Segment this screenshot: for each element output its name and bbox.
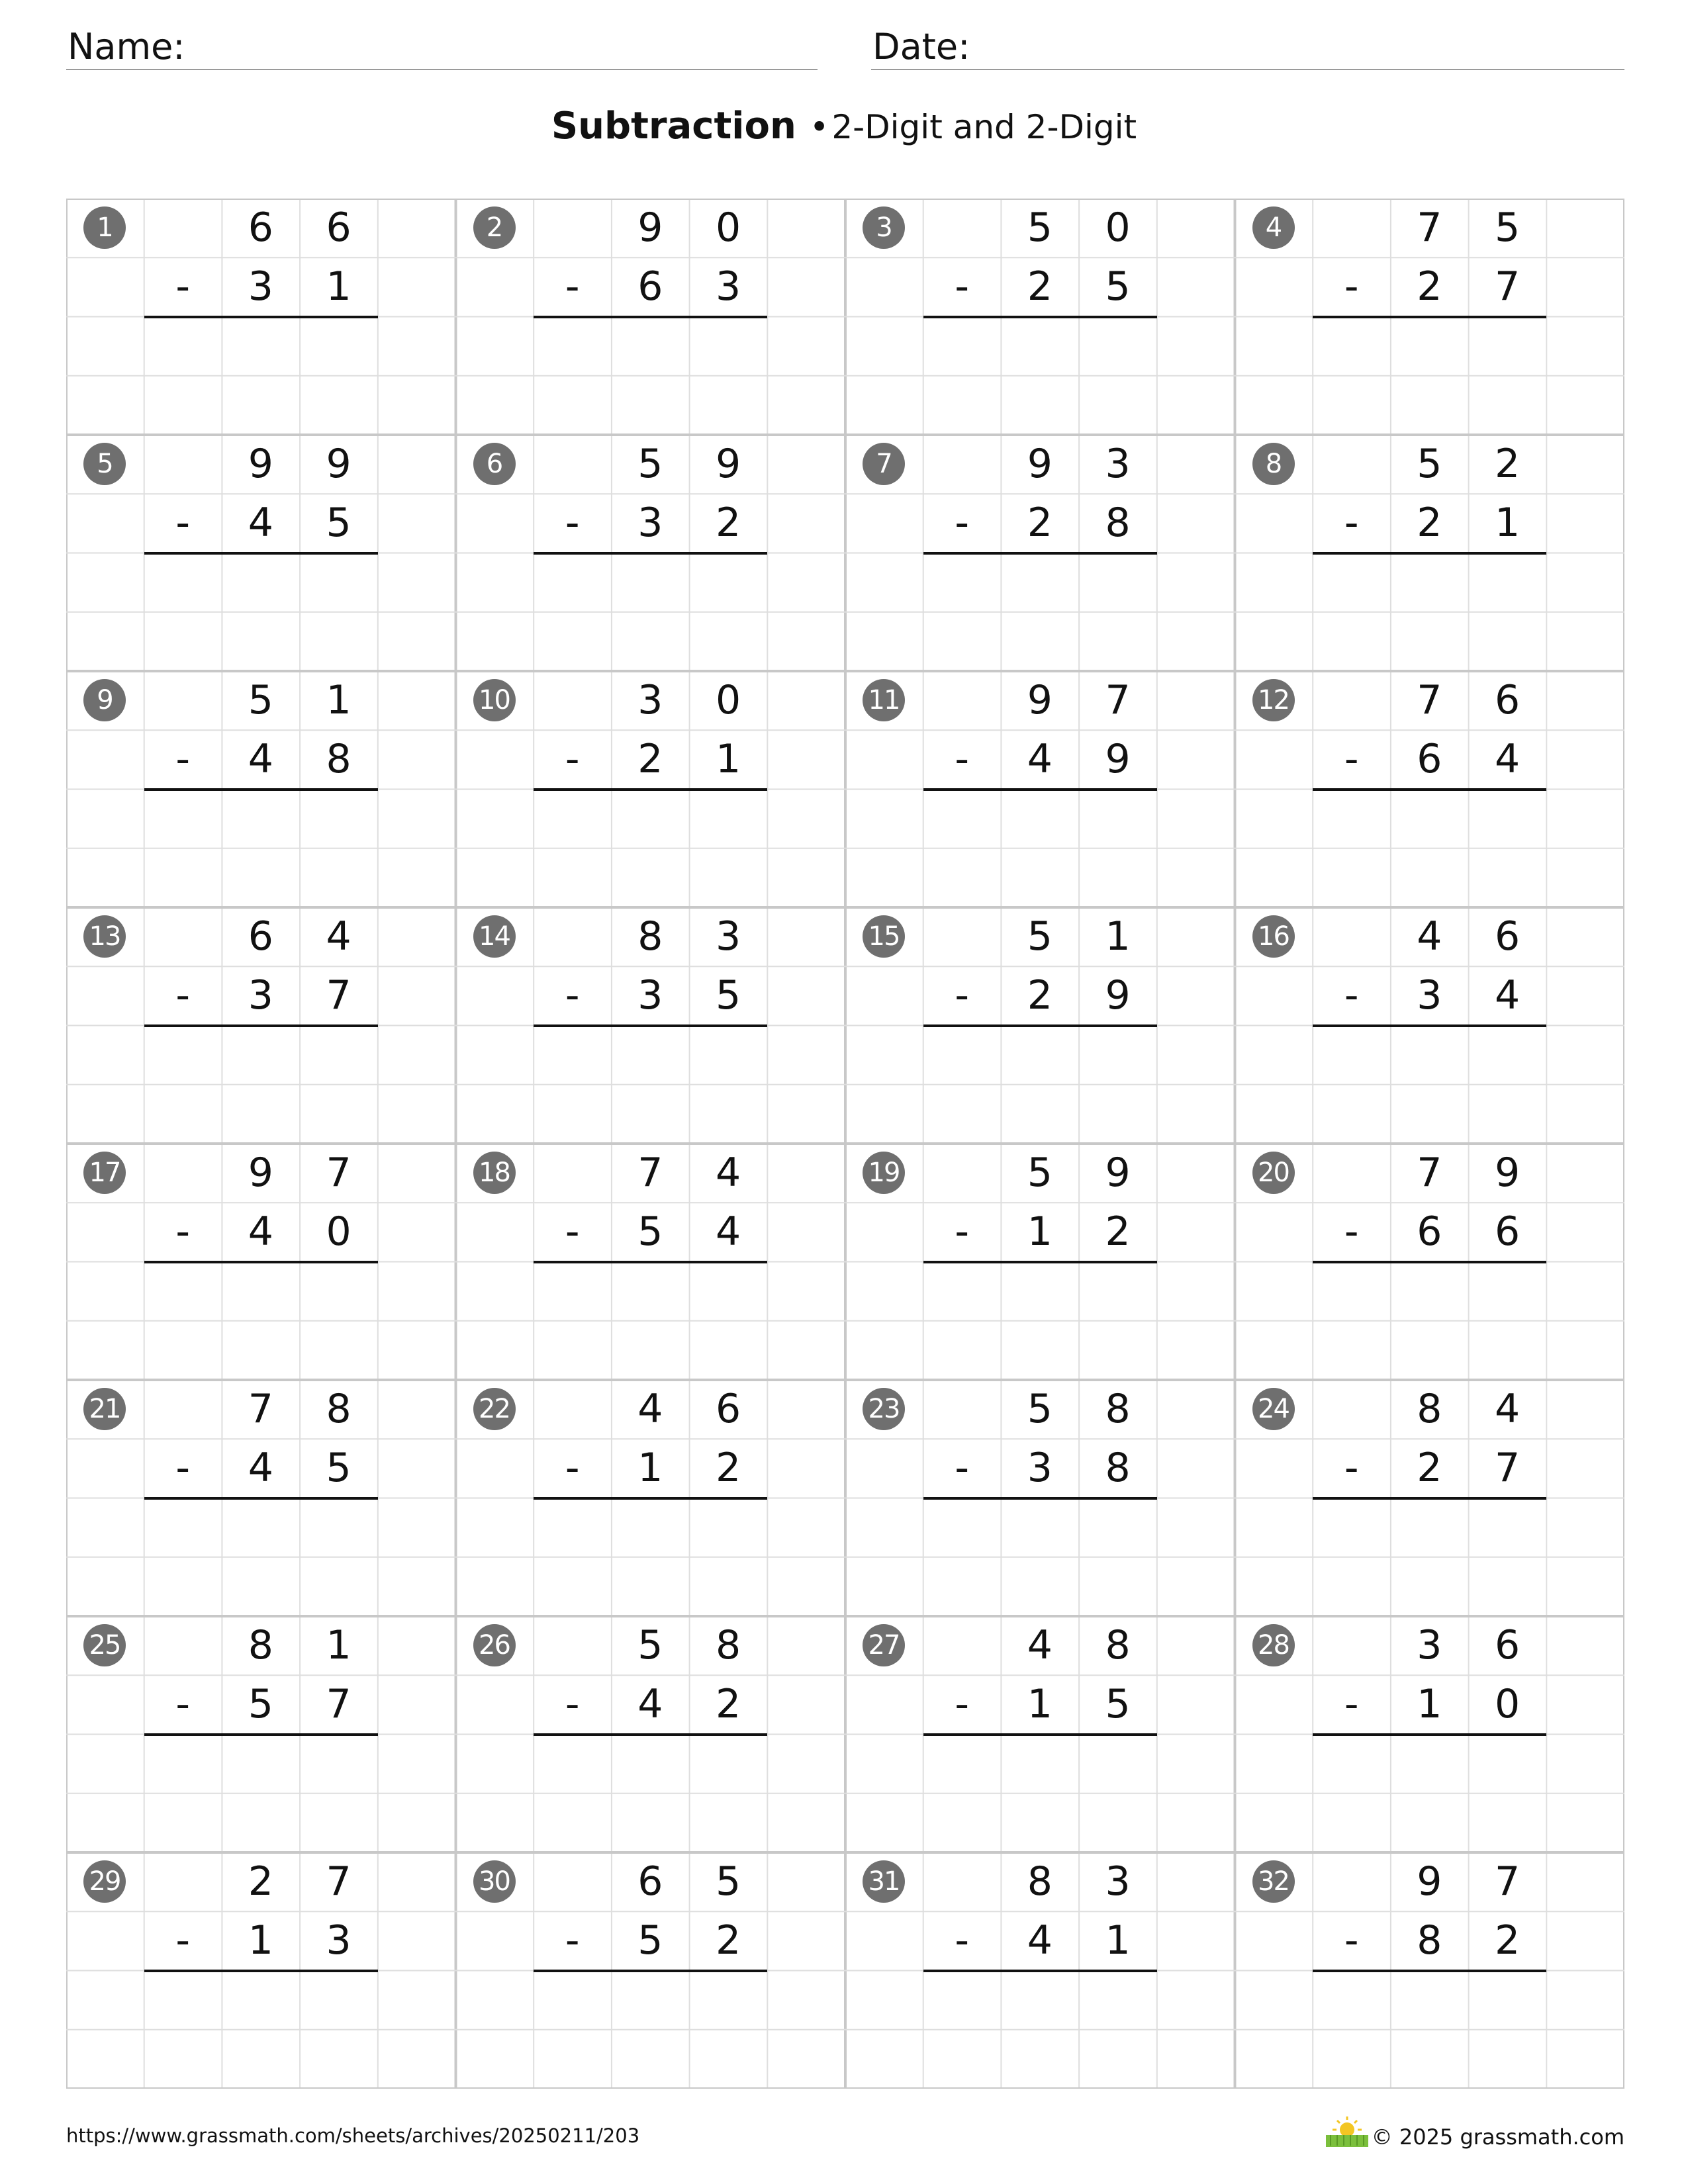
footer-url: https://www.grassmath.com/sheets/archives/20250211/203 xyxy=(66,2124,640,2147)
problem-number-badge: 10 xyxy=(473,679,516,721)
minus-sign: - xyxy=(1344,736,1359,783)
answer-line xyxy=(534,316,767,318)
answer-area[interactable] xyxy=(1313,1974,1546,2087)
subtrahend-ones-digit: 7 xyxy=(326,972,352,1019)
minuend-tens-digit: 7 xyxy=(248,1386,273,1432)
subtrahend-tens-digit: 2 xyxy=(1417,500,1442,547)
minus-sign: - xyxy=(565,263,580,310)
answer-line xyxy=(1313,788,1546,791)
answer-area[interactable] xyxy=(923,1737,1157,1850)
problem-grid xyxy=(66,199,1624,2089)
minuend-tens-digit: 5 xyxy=(1027,913,1053,960)
minus-sign: - xyxy=(1344,1445,1359,1492)
minuend-ones-digit: 9 xyxy=(1495,1150,1521,1196)
minuend-ones-digit: 9 xyxy=(1105,1150,1131,1196)
minuend-tens-digit: 2 xyxy=(248,1858,273,1905)
answer-area[interactable] xyxy=(144,320,378,433)
minuend-ones-digit: 4 xyxy=(1495,1386,1521,1432)
answer-line xyxy=(1313,1497,1546,1500)
subtrahend-tens-digit: 4 xyxy=(1027,736,1053,783)
answer-area[interactable] xyxy=(144,1974,378,2087)
subtrahend-tens-digit: 2 xyxy=(637,736,663,783)
subtrahend-tens-digit: 3 xyxy=(637,500,663,547)
problem-number-badge: 6 xyxy=(473,443,516,485)
minus-sign: - xyxy=(175,736,191,783)
title-separator: • xyxy=(809,108,829,146)
subtrahend-tens-digit: 2 xyxy=(1027,972,1053,1019)
minuend-ones-digit: 5 xyxy=(1495,205,1521,251)
minuend-tens-digit: 9 xyxy=(248,441,273,487)
answer-area[interactable] xyxy=(144,1737,378,1850)
subtrahend-ones-digit: 1 xyxy=(326,263,352,310)
answer-line xyxy=(923,1497,1157,1500)
minuend-tens-digit: 3 xyxy=(637,677,663,723)
subtrahend-ones-digit: 5 xyxy=(716,972,741,1019)
subtrahend-ones-digit: 5 xyxy=(1105,1681,1131,1728)
minus-sign: - xyxy=(565,1445,580,1492)
answer-area[interactable] xyxy=(144,792,378,905)
answer-area[interactable] xyxy=(1313,320,1546,433)
minus-sign: - xyxy=(565,500,580,547)
minus-sign: - xyxy=(955,500,970,547)
minuend-ones-digit: 6 xyxy=(326,205,352,251)
minuend-ones-digit: 6 xyxy=(1495,913,1521,960)
minus-sign: - xyxy=(955,263,970,310)
answer-line xyxy=(1313,1261,1546,1263)
minuend-ones-digit: 4 xyxy=(716,1150,741,1196)
answer-area[interactable] xyxy=(1313,556,1546,669)
answer-line xyxy=(534,1970,767,1972)
subtrahend-ones-digit: 2 xyxy=(716,1681,741,1728)
subtrahend-tens-digit: 6 xyxy=(1417,736,1442,783)
title-main: Subtraction xyxy=(551,105,796,148)
minuend-ones-digit: 7 xyxy=(1495,1858,1521,1905)
subtrahend-ones-digit: 4 xyxy=(1495,736,1521,783)
subtrahend-ones-digit: 7 xyxy=(1495,263,1521,310)
minus-sign: - xyxy=(175,1208,191,1255)
subtrahend-ones-digit: 5 xyxy=(326,500,352,547)
subtrahend-ones-digit: 8 xyxy=(1105,500,1131,547)
answer-line xyxy=(534,552,767,555)
subtrahend-tens-digit: 1 xyxy=(637,1445,663,1492)
minus-sign: - xyxy=(175,1681,191,1728)
subtrahend-tens-digit: 1 xyxy=(1027,1208,1053,1255)
problem-number-badge: 28 xyxy=(1252,1624,1295,1666)
minuend-ones-digit: 2 xyxy=(1495,441,1521,487)
minuend-ones-digit: 1 xyxy=(326,677,352,723)
minuend-ones-digit: 5 xyxy=(716,1858,741,1905)
subtrahend-ones-digit: 9 xyxy=(1105,736,1131,783)
minuend-ones-digit: 9 xyxy=(326,441,352,487)
answer-area[interactable] xyxy=(144,556,378,669)
footer-copyright: © 2025 grassmath.com xyxy=(1371,2124,1624,2150)
subtrahend-tens-digit: 1 xyxy=(248,1917,273,1964)
answer-line xyxy=(923,316,1157,318)
worksheet-title xyxy=(0,105,1688,148)
answer-area[interactable] xyxy=(144,1501,378,1614)
answer-area[interactable] xyxy=(923,1501,1157,1614)
answer-line xyxy=(144,1733,378,1736)
minuend-tens-digit: 5 xyxy=(248,677,273,723)
minuend-ones-digit: 8 xyxy=(326,1386,352,1432)
problem-number-badge: 19 xyxy=(863,1152,905,1194)
answer-line xyxy=(144,316,378,318)
problem-number-badge: 9 xyxy=(83,679,126,721)
minuend-ones-digit: 7 xyxy=(326,1150,352,1196)
answer-area[interactable] xyxy=(144,1028,378,1142)
subtrahend-ones-digit: 7 xyxy=(326,1681,352,1728)
subtrahend-ones-digit: 2 xyxy=(716,1445,741,1492)
answer-area[interactable] xyxy=(534,1737,767,1850)
minus-sign: - xyxy=(1344,1681,1359,1728)
answer-line xyxy=(923,1261,1157,1263)
subtrahend-ones-digit: 9 xyxy=(1105,972,1131,1019)
problem-number-badge: 21 xyxy=(83,1388,126,1430)
answer-line xyxy=(923,788,1157,791)
minuend-tens-digit: 5 xyxy=(1417,441,1442,487)
answer-line xyxy=(1313,1733,1546,1736)
minus-sign: - xyxy=(1344,1208,1359,1255)
answer-area[interactable] xyxy=(1313,1028,1546,1142)
answer-line xyxy=(923,1733,1157,1736)
answer-area[interactable] xyxy=(534,1265,767,1378)
problem-number-badge: 13 xyxy=(83,915,126,958)
answer-area[interactable] xyxy=(923,792,1157,905)
subtrahend-ones-digit: 1 xyxy=(1105,1917,1131,1964)
answer-line xyxy=(923,1024,1157,1027)
answer-line xyxy=(923,1970,1157,1972)
minuend-tens-digit: 7 xyxy=(1417,677,1442,723)
answer-line xyxy=(534,788,767,791)
subtrahend-ones-digit: 8 xyxy=(326,736,352,783)
minus-sign: - xyxy=(1344,263,1359,310)
problem-number-badge: 17 xyxy=(83,1152,126,1194)
subtrahend-tens-digit: 6 xyxy=(1417,1208,1442,1255)
problem-number-badge: 32 xyxy=(1252,1860,1295,1903)
answer-line xyxy=(144,1261,378,1263)
answer-area[interactable] xyxy=(144,1265,378,1378)
subtrahend-tens-digit: 1 xyxy=(1417,1681,1442,1728)
minus-sign: - xyxy=(565,1917,580,1964)
minuend-tens-digit: 4 xyxy=(1027,1622,1053,1668)
subtrahend-tens-digit: 4 xyxy=(637,1681,663,1728)
minuend-ones-digit: 8 xyxy=(1105,1622,1131,1668)
answer-line xyxy=(923,552,1157,555)
minuend-tens-digit: 9 xyxy=(248,1150,273,1196)
subtrahend-tens-digit: 4 xyxy=(248,736,273,783)
minuend-tens-digit: 9 xyxy=(1417,1858,1442,1905)
subtrahend-tens-digit: 2 xyxy=(1417,263,1442,310)
title-subtitle: 2-Digit and 2-Digit xyxy=(831,108,1137,146)
minuend-tens-digit: 8 xyxy=(1027,1858,1053,1905)
minuend-tens-digit: 3 xyxy=(1417,1622,1442,1668)
minus-sign: - xyxy=(955,1917,970,1964)
minus-sign: - xyxy=(955,1208,970,1255)
subtrahend-ones-digit: 1 xyxy=(716,736,741,783)
minuend-tens-digit: 6 xyxy=(637,1858,663,1905)
grass-sun-logo-icon xyxy=(1324,2115,1370,2151)
subtrahend-ones-digit: 2 xyxy=(716,500,741,547)
minuend-tens-digit: 8 xyxy=(248,1622,273,1668)
minuend-tens-digit: 7 xyxy=(1417,1150,1442,1196)
minuend-tens-digit: 6 xyxy=(248,913,273,960)
minus-sign: - xyxy=(175,500,191,547)
problem-number-badge: 31 xyxy=(863,1860,905,1903)
minus-sign: - xyxy=(565,1681,580,1728)
answer-area[interactable] xyxy=(923,1028,1157,1142)
subtrahend-ones-digit: 8 xyxy=(1105,1445,1131,1492)
answer-area[interactable] xyxy=(534,320,767,433)
minuend-ones-digit: 3 xyxy=(716,913,741,960)
problem-number-badge: 14 xyxy=(473,915,516,958)
answer-line xyxy=(1313,316,1546,318)
minus-sign: - xyxy=(955,1681,970,1728)
minuend-tens-digit: 5 xyxy=(1027,1150,1053,1196)
answer-line xyxy=(1313,552,1546,555)
answer-line xyxy=(534,1024,767,1027)
minus-sign: - xyxy=(955,1445,970,1492)
subtrahend-tens-digit: 2 xyxy=(1417,1445,1442,1492)
answer-area[interactable] xyxy=(1313,1737,1546,1850)
minus-sign: - xyxy=(565,972,580,1019)
minuend-tens-digit: 9 xyxy=(637,205,663,251)
minuend-ones-digit: 1 xyxy=(326,1622,352,1668)
answer-area[interactable] xyxy=(1313,792,1546,905)
subtrahend-tens-digit: 5 xyxy=(248,1681,273,1728)
minuend-ones-digit: 9 xyxy=(716,441,741,487)
minus-sign: - xyxy=(1344,972,1359,1019)
subtrahend-tens-digit: 3 xyxy=(248,263,273,310)
subtrahend-ones-digit: 5 xyxy=(1105,263,1131,310)
problem-number-badge: 7 xyxy=(863,443,905,485)
answer-line xyxy=(534,1497,767,1500)
answer-line xyxy=(144,1497,378,1500)
answer-area[interactable] xyxy=(923,1974,1157,2087)
subtrahend-tens-digit: 3 xyxy=(248,972,273,1019)
problem-number-badge: 2 xyxy=(473,206,516,249)
subtrahend-ones-digit: 4 xyxy=(716,1208,741,1255)
minuend-ones-digit: 6 xyxy=(716,1386,741,1432)
problem-number-badge: 11 xyxy=(863,679,905,721)
answer-line xyxy=(1313,1970,1546,1972)
answer-area[interactable] xyxy=(923,320,1157,433)
problem-number-badge: 15 xyxy=(863,915,905,958)
problem-number-badge: 30 xyxy=(473,1860,516,1903)
problem-number-badge: 5 xyxy=(83,443,126,485)
subtrahend-tens-digit: 8 xyxy=(1417,1917,1442,1964)
answer-area[interactable] xyxy=(1313,1501,1546,1614)
subtrahend-tens-digit: 2 xyxy=(1027,263,1053,310)
minuend-tens-digit: 5 xyxy=(1027,1386,1053,1432)
subtrahend-ones-digit: 2 xyxy=(716,1917,741,1964)
subtrahend-tens-digit: 4 xyxy=(248,1445,273,1492)
minuend-ones-digit: 3 xyxy=(1105,441,1131,487)
subtrahend-ones-digit: 7 xyxy=(1495,1445,1521,1492)
minuend-ones-digit: 4 xyxy=(326,913,352,960)
answer-line xyxy=(144,552,378,555)
name-label: Name: xyxy=(68,26,185,68)
problem-number-badge: 22 xyxy=(473,1388,516,1430)
answer-area[interactable] xyxy=(534,1974,767,2087)
subtrahend-tens-digit: 3 xyxy=(1417,972,1442,1019)
problem-number-badge: 16 xyxy=(1252,915,1295,958)
minuend-tens-digit: 5 xyxy=(637,441,663,487)
problem-number-badge: 1 xyxy=(83,206,126,249)
answer-line xyxy=(144,1970,378,1972)
minus-sign: - xyxy=(175,1445,191,1492)
minuend-ones-digit: 0 xyxy=(716,677,741,723)
minuend-tens-digit: 8 xyxy=(1417,1386,1442,1432)
minuend-tens-digit: 7 xyxy=(1417,205,1442,251)
problem-number-badge: 27 xyxy=(863,1624,905,1666)
minuend-tens-digit: 5 xyxy=(637,1622,663,1668)
minuend-ones-digit: 6 xyxy=(1495,677,1521,723)
minuend-tens-digit: 4 xyxy=(1417,913,1442,960)
problem-number-badge: 20 xyxy=(1252,1152,1295,1194)
minus-sign: - xyxy=(955,972,970,1019)
subtrahend-ones-digit: 4 xyxy=(1495,972,1521,1019)
minus-sign: - xyxy=(1344,500,1359,547)
problem-number-badge: 12 xyxy=(1252,679,1295,721)
problem-number-badge: 4 xyxy=(1252,206,1295,249)
subtrahend-tens-digit: 5 xyxy=(637,1917,663,1964)
minuend-tens-digit: 6 xyxy=(248,205,273,251)
subtrahend-ones-digit: 3 xyxy=(716,263,741,310)
subtrahend-tens-digit: 5 xyxy=(637,1208,663,1255)
subtrahend-ones-digit: 1 xyxy=(1495,500,1521,547)
problem-number-badge: 26 xyxy=(473,1624,516,1666)
subtrahend-tens-digit: 4 xyxy=(248,1208,273,1255)
answer-area[interactable] xyxy=(534,556,767,669)
minuend-ones-digit: 8 xyxy=(716,1622,741,1668)
answer-line xyxy=(1313,1024,1546,1027)
subtrahend-ones-digit: 0 xyxy=(1495,1681,1521,1728)
minuend-ones-digit: 0 xyxy=(1105,205,1131,251)
subtrahend-ones-digit: 3 xyxy=(326,1917,352,1964)
minuend-tens-digit: 9 xyxy=(1027,677,1053,723)
minuend-tens-digit: 8 xyxy=(637,913,663,960)
subtrahend-tens-digit: 1 xyxy=(1027,1681,1053,1728)
minus-sign: - xyxy=(175,972,191,1019)
problem-number-badge: 23 xyxy=(863,1388,905,1430)
answer-line xyxy=(534,1733,767,1736)
minuend-ones-digit: 1 xyxy=(1105,913,1131,960)
answer-area[interactable] xyxy=(1313,1265,1546,1378)
subtrahend-ones-digit: 6 xyxy=(1495,1208,1521,1255)
subtrahend-tens-digit: 3 xyxy=(1027,1445,1053,1492)
answer-area[interactable] xyxy=(923,556,1157,669)
subtrahend-tens-digit: 4 xyxy=(1027,1917,1053,1964)
subtrahend-tens-digit: 6 xyxy=(637,263,663,310)
minus-sign: - xyxy=(565,1208,580,1255)
minuend-ones-digit: 7 xyxy=(326,1858,352,1905)
minuend-tens-digit: 4 xyxy=(637,1386,663,1432)
minus-sign: - xyxy=(565,736,580,783)
minuend-ones-digit: 7 xyxy=(1105,677,1131,723)
minuend-ones-digit: 3 xyxy=(1105,1858,1131,1905)
answer-line xyxy=(144,788,378,791)
minuend-tens-digit: 9 xyxy=(1027,441,1053,487)
minuend-tens-digit: 5 xyxy=(1027,205,1053,251)
answer-area[interactable] xyxy=(534,1028,767,1142)
name-field[interactable] xyxy=(66,24,818,70)
subtrahend-ones-digit: 5 xyxy=(326,1445,352,1492)
minuend-ones-digit: 6 xyxy=(1495,1622,1521,1668)
subtrahend-ones-digit: 0 xyxy=(326,1208,352,1255)
subtrahend-tens-digit: 2 xyxy=(1027,500,1053,547)
answer-line xyxy=(144,1024,378,1027)
problem-number-badge: 3 xyxy=(863,206,905,249)
problem-number-badge: 24 xyxy=(1252,1388,1295,1430)
minuend-tens-digit: 7 xyxy=(637,1150,663,1196)
subtrahend-ones-digit: 2 xyxy=(1105,1208,1131,1255)
problem-number-badge: 29 xyxy=(83,1860,126,1903)
problem-number-badge: 18 xyxy=(473,1152,516,1194)
subtrahend-tens-digit: 3 xyxy=(637,972,663,1019)
problem-number-badge: 25 xyxy=(83,1624,126,1666)
date-field[interactable] xyxy=(871,24,1624,70)
subtrahend-ones-digit: 2 xyxy=(1495,1917,1521,1964)
answer-area[interactable] xyxy=(534,1501,767,1614)
date-label: Date: xyxy=(872,26,970,68)
minus-sign: - xyxy=(1344,1917,1359,1964)
answer-area[interactable] xyxy=(923,1265,1157,1378)
minus-sign: - xyxy=(955,736,970,783)
minus-sign: - xyxy=(175,1917,191,1964)
subtrahend-tens-digit: 4 xyxy=(248,500,273,547)
minus-sign: - xyxy=(175,263,191,310)
minuend-ones-digit: 8 xyxy=(1105,1386,1131,1432)
answer-area[interactable] xyxy=(534,792,767,905)
problem-number-badge: 8 xyxy=(1252,443,1295,485)
minuend-ones-digit: 0 xyxy=(716,205,741,251)
answer-line xyxy=(534,1261,767,1263)
